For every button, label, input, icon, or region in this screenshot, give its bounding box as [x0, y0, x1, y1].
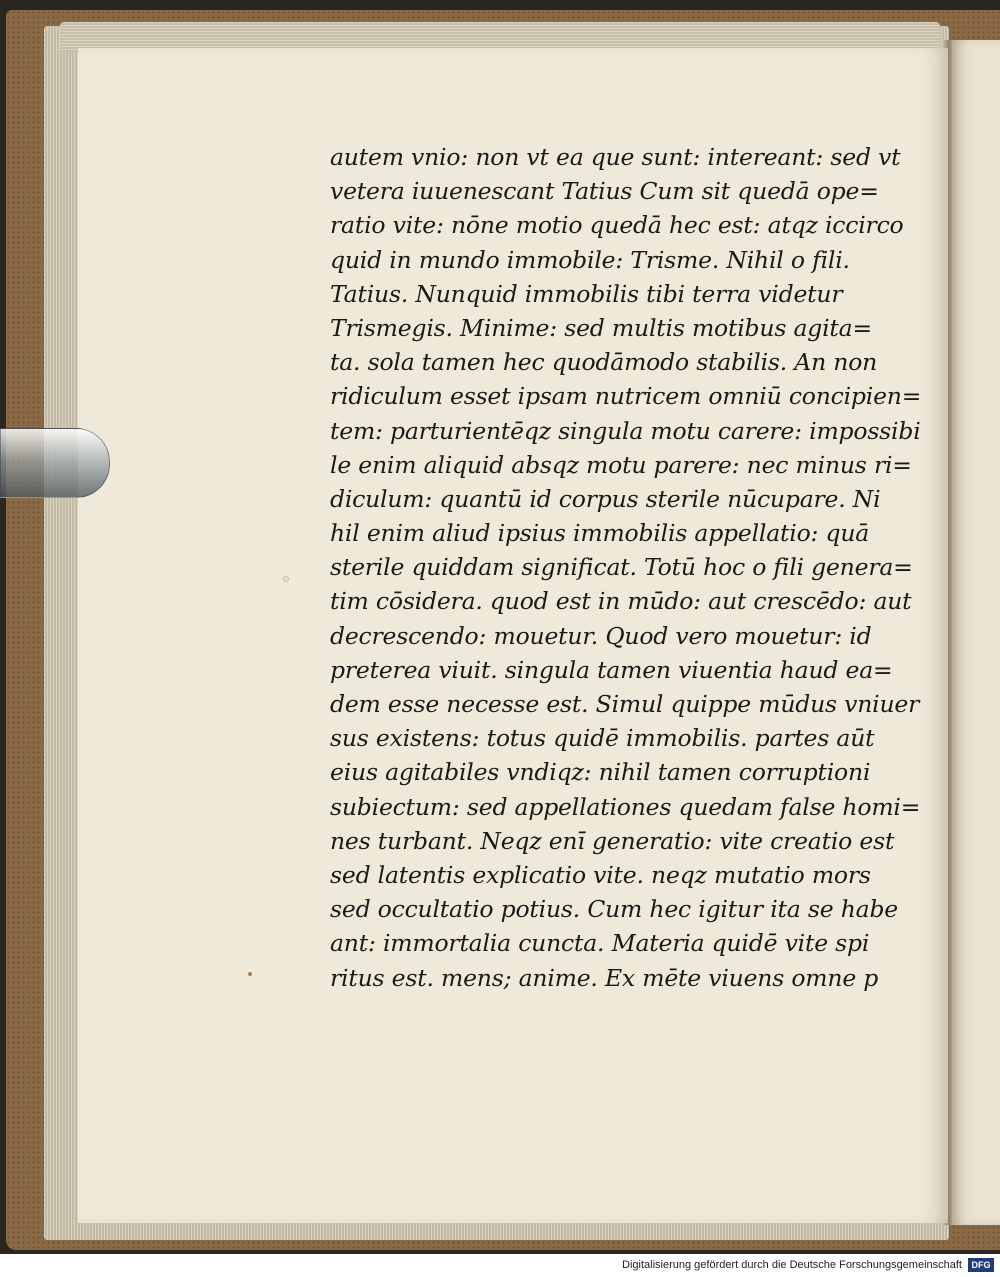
text-line: eius agitabiles vndiqz: nihil tamen corruptioni — [330, 758, 871, 787]
paper-spot — [283, 576, 289, 582]
footer-credit: Digitalisierung gefördert durch die Deutsche Forschungsgemeinschaft — [622, 1259, 962, 1271]
text-line: Tatius. Nunquid immobilis tibi terra videtur — [330, 279, 843, 308]
text-line: sus existens: totus quidē immobilis. partes aūt — [330, 724, 875, 753]
text-line: Trismegis. Minime: sed multis motibus agita= — [330, 313, 872, 342]
page-holder-clip — [0, 428, 110, 498]
text-line: ta. sola tamen hec quodāmodo stabilis. An non — [330, 348, 878, 377]
text-line: vetera iuuenescant Tatius Cum sit quedā ope= — [330, 177, 879, 206]
text-line: autem vnio: non vt ea que sunt: intereant: sed vt — [330, 143, 901, 171]
dfg-logo: DFG — [968, 1258, 994, 1272]
text-line: tim cōsidera. quod est in mūdo: aut crescēdo: aut — [330, 587, 912, 616]
text-line: ridiculum esset ipsam nutricem omniū concipien= — [330, 382, 922, 411]
text-line: sed latentis explicatio vite. neqz mutatio mors — [330, 860, 871, 889]
text-line: le enim aliquid absqz motu parere: nec minus ri= — [330, 450, 912, 479]
text-block — [330, 140, 922, 995]
text-line: ant: immortalia cuncta. Materia quidē vite spi — [330, 929, 870, 958]
text-line: diculum: quantū id corpus sterile nūcupare. Ni — [330, 484, 881, 513]
text-line: dem esse necesse est. Simul quippe mūdus vniuer — [330, 690, 920, 718]
text-line: quid in mundo immobile: Trisme. Nihil o fili. — [330, 245, 850, 274]
ink-spot — [248, 972, 252, 976]
text-line: subiectum: sed appellationes quedam false homi= — [330, 792, 921, 821]
text-line: preterea viuit. singula tamen viuentia haud ea= — [330, 655, 893, 684]
text-line: ritus est. mens; anime. Ex mēte viuens omne p — [330, 963, 879, 992]
text-line: nes turbant. Neqz enī generatio: vite creatio est — [330, 826, 895, 855]
text-line: sterile quiddam significat. Totū hoc o fili genera= — [330, 553, 913, 582]
text-line: decrescendo: mouetur. Quod vero mouetur: id — [330, 621, 872, 650]
text-line: sed occultatio potius. Cum hec igitur ita se habe — [330, 895, 898, 924]
footer-bar — [0, 1254, 1000, 1277]
text-line: ratio vite: nōne motio quedā hec est: atqz iccirco — [330, 211, 904, 240]
facing-page — [952, 40, 1000, 1225]
text-line: hil enim aliud ipsius immobilis appellatio: quā — [330, 519, 870, 548]
text-line: tem: parturientēqz singula motu carere: impossibi — [330, 416, 921, 445]
